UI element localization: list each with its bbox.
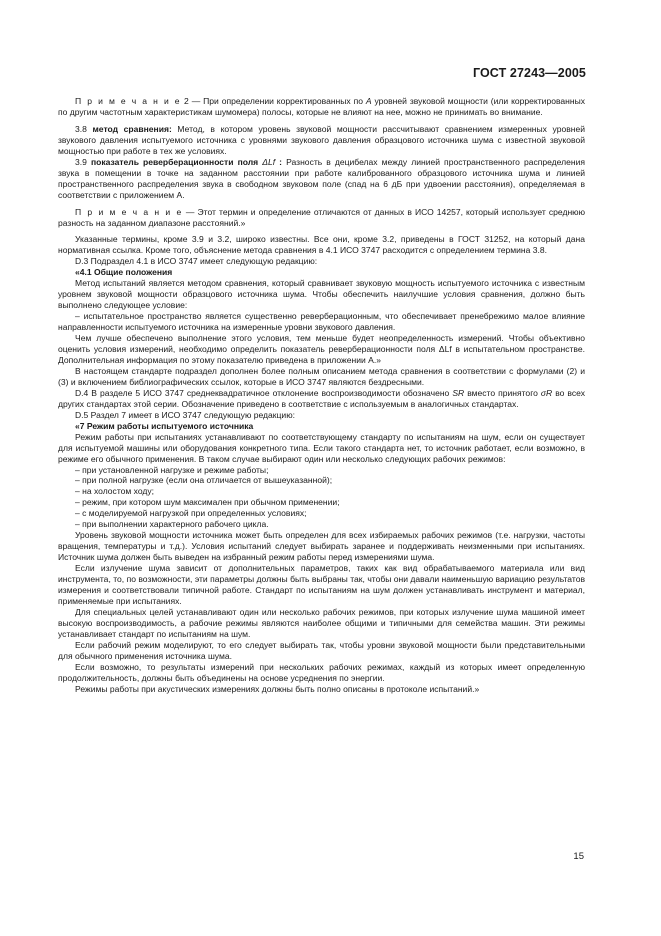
paragraph: Режимы работы при акустических измерениях должны быть полно описаны в протоколе испытаний.» <box>75 683 480 694</box>
paragraph: В настоящем стандарте подраздел дополнен более полным описанием метода сравнения в соответствии с формулами (2) и (3) и включением библиографических ссылок, которые в ИСО 3747 являются бездресными. <box>58 365 585 387</box>
list-item: – при выполнении характерного рабочего цикла. <box>75 519 269 530</box>
paragraph: Режим работы при испытаниях устанавливают по соответствующему стандарту по испытаниям на шум, если он существует для испытуемой машины или оборудования конкретного типа. Если такого стандарта нет, то источник работает, если возможно, в режиме его обычного применения. В таком случае выбирают один или несколько следующих рабочих режимов: <box>58 431 585 464</box>
symbol-sr: SR <box>452 387 465 398</box>
paragraph: Чем лучше обеспечено выполнение этого условия, тем меньше будет неопределенность измерений. Чтобы объективно оценить условия измерений, необходимо определить показатель реверберационности поля ΔLf в испытательном пространстве. Дополнительная информация по этому показателю приведена в приложении А.» <box>58 333 585 365</box>
paragraph: – испытательное пространство является существенно реверберационным, что обеспечивает пренебрежимо малое влияние направленности испытуемого источника на измеренные уровни звукового давления. <box>58 311 585 333</box>
clause-3-9: 3.9 показатель реверберационности поля ΔLf : Разность в децибелах между линией пространственного распределения звука в помещении в точке на заданном расстоянии при работе калиброванного образцового источника шума и линией пространственного распределения звука в свободном звуковом поле (спад на 6 дБ при удвоении расстояния), определяемая в соответствии с приложением А. <box>58 156 585 200</box>
paragraph: Если возможно, то результаты измерений при нескольких рабочих режимах, каждый из которых имеет определенную продолжительность, должны быть объединены на основе усреднения по энергии. <box>58 661 585 683</box>
section-7-title: «7 Режим работы испытуемого источника <box>75 420 254 431</box>
clause-d4: D.4 В разделе 5 ИСО 3747 среднеквадратичное отклонение воспроизводимости обозначено SR вместо принятого σR во всех других стандартах этой серии. Обозначение приведено в соответствие с используемым в аналогичных стандартах. <box>58 387 585 409</box>
standard-header: ГОСТ 27243—2005 <box>472 66 586 80</box>
paragraph: Указанные термины, кроме 3.9 и 3.2, широко известны. Все они, кроме 3.2, приведены в ГОСТ 31252, на который дана нормативная ссылка. Кроме того, объяснение метода сравнения в 4.1 ИСО 3747 расходится с определением термина 3.8. <box>58 234 585 256</box>
document-body <box>58 96 585 695</box>
note-label: П р и м е ч а н и е <box>75 206 183 217</box>
list-item: – с моделируемой нагрузкой при определенных условиях; <box>75 508 307 519</box>
note-label: П р и м е ч а н и е <box>75 96 182 106</box>
term-reverberation-index: показатель реверберационности поля <box>90 156 263 167</box>
paragraph: Для специальных целей устанавливают один или несколько рабочих режимов, при которых излучение шума машиной имеет высокую воспроизводимость, а рабочие режимы являются наиболее общими и типичными для семейства машин. Эти режимы устанавливает стандарт по испытаниям на шум. <box>58 606 585 639</box>
symbol-sigma-r: σR <box>540 387 553 398</box>
term-comparison-method: метод сравнения: <box>92 123 172 134</box>
list-item: – при полной нагрузке (если она отличается от вышеуказанной); <box>75 475 333 486</box>
note-1: П р и м е ч а н и е 2 — При определении корректированных по A уровней звуковой мощности (или корректированных по другим частотным характеристикам шумомера) полосы, которые не влияют на нее, можно не принимать во внимание. <box>58 96 586 117</box>
note-2: П р и м е ч а н и е — Этот термин и определение отличаются от данных в ИСО 14257, который использует среднюю разность на заданном диапазоне расстояний.» <box>58 206 585 228</box>
paragraph: Уровень звуковой мощности источника может быть определен для всех избираемых рабочих режимов (т.е. нагрузки, частоты вращения, температуры и т.д.). Условия испытаний следует выбирать заранее и поддерживать неизменными при испытаниях. Источник шума должен быть выведен на избранный режим работы перед измерениями шума. <box>58 530 585 563</box>
symbol-delta-lf: ΔLf <box>262 156 276 167</box>
list-item: – при установленной нагрузке и режиме работы; <box>75 464 269 475</box>
clause-d3: D.3 Подраздел 4.1 в ИСО 3747 имеет следующую редакцию: <box>75 256 318 267</box>
clause-3-8: 3.8 метод сравнения: Метод, в котором уровень звуковой мощности рассчитывают сравнением измеренных уровней звукового давления испытуемого источника с уровнями звукового давления образцового источника шума с известной звуковой мощностью при работе в тех же условиях. <box>58 123 586 156</box>
list-item: – на холостом ходу; <box>75 486 155 497</box>
section-4-1-title: «4.1 Общие положения <box>75 267 173 278</box>
list-item: – режим, при котором шум максимален при обычном применении; <box>75 497 340 508</box>
page-number: 15 <box>573 851 584 862</box>
paragraph: Метод испытаний является методом сравнения, который сравнивает звуковую мощность испытуемого источника с известным уровнем звуковой мощности образцового источника шума. Чтобы обеспечить наилучшие условия сравнения, должно быть выполнено следующее условие: <box>58 278 585 311</box>
paragraph: Если рабочий режим моделируют, то его следует выбирать так, чтобы уровни звуковой мощности были представительными для обычного применения источника шума. <box>58 639 585 661</box>
clause-d5: D.5 Раздел 7 имеет в ИСО 3747 следующую редакцию: <box>75 409 295 420</box>
paragraph: Если излучение шума зависит от дополнительных параметров, таких как вид обрабатываемого материала или вид инструмента, то, по возможности, эти параметры должны быть выбраны так, чтобы они давали наименьшую вариацию результатов измерения и соответствовали типичной работе. Стандарт по испытаниям на шум должен устанавливать инструмент и материал, применяемые при испытаниях. <box>58 563 585 606</box>
